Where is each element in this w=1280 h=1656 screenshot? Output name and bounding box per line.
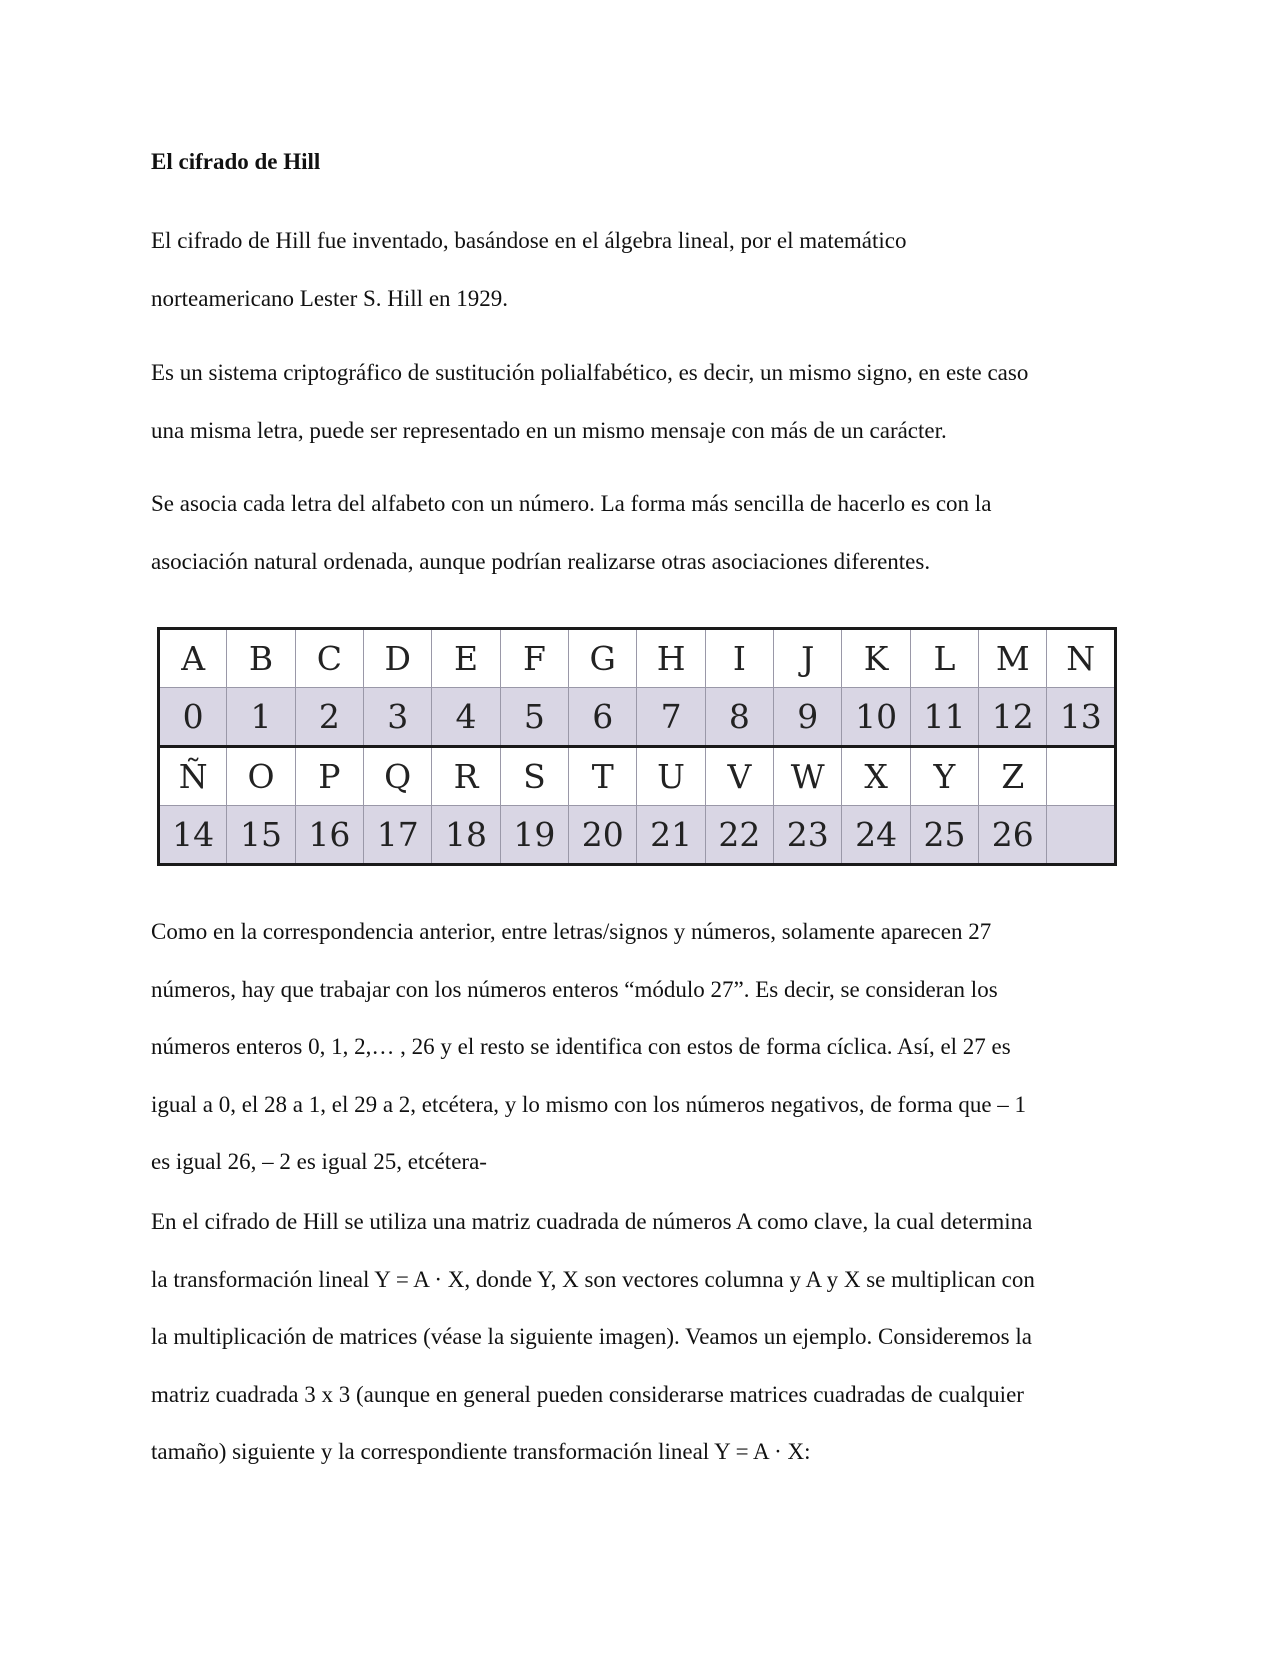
- table-cell: 25: [910, 806, 978, 865]
- table-cell-empty: [1047, 806, 1116, 865]
- table-cell: G: [569, 629, 637, 688]
- text-line: El cifrado de Hill fue inventado, basándose en el álgebra lineal, por el matemático: [151, 228, 907, 253]
- table-cell: 13: [1047, 688, 1116, 747]
- table-cell: O: [227, 747, 295, 806]
- text-line: la multiplicación de matrices (véase la siguiente imagen). Veamos un ejemplo. Consideremos la: [151, 1324, 1032, 1349]
- table-cell: V: [705, 747, 773, 806]
- table-cell: 24: [842, 806, 910, 865]
- table-cell: Ñ: [159, 747, 227, 806]
- table-cell: P: [295, 747, 363, 806]
- table-cell: 14: [159, 806, 227, 865]
- text-line: Se asocia cada letra del alfabeto con un número. La forma más sencilla de hacerlo es con la: [151, 491, 992, 516]
- table-cell: W: [774, 747, 842, 806]
- text-line: Como en la correspondencia anterior, entre letras/signos y números, solamente aparecen 27: [151, 919, 992, 944]
- table-cell: Y: [910, 747, 978, 806]
- text-line: En el cifrado de Hill se utiliza una matriz cuadrada de números A como clave, la cual determina: [151, 1209, 1033, 1234]
- table-cell: D: [364, 629, 432, 688]
- paragraph-matrix: [151, 1193, 1141, 1481]
- text-line: asociación natural ordenada, aunque podrían realizarse otras asociaciones diferentes.: [151, 548, 931, 574]
- table-cell: 18: [432, 806, 500, 865]
- table-row-letters-1: [159, 629, 1116, 688]
- table-cell: 11: [910, 688, 978, 747]
- table-cell: S: [500, 747, 568, 806]
- text-line: tamaño) siguiente y la correspondiente transformación lineal Y = A · X:: [151, 1439, 811, 1464]
- table-cell: 21: [637, 806, 705, 865]
- table-cell: X: [842, 747, 910, 806]
- text-line: la transformación lineal Y = A · X, donde Y, X son vectores columna y A y X se multiplican con: [151, 1266, 1035, 1292]
- table-cell: 4: [432, 688, 500, 747]
- table-cell: 0: [159, 688, 227, 747]
- table-cell: 20: [569, 806, 637, 865]
- table-cell: 16: [295, 806, 363, 865]
- paragraph-modulo: [151, 903, 1141, 1191]
- page-title: El cifrado de Hill: [151, 149, 321, 174]
- table-cell: 23: [774, 806, 842, 865]
- table-cell: N: [1047, 629, 1116, 688]
- table-cell: U: [637, 747, 705, 806]
- table-cell: 15: [227, 806, 295, 865]
- table-row-letters-2: [159, 747, 1116, 806]
- table-cell: 1: [227, 688, 295, 747]
- table-cell: 12: [979, 688, 1047, 747]
- table-cell: E: [432, 629, 500, 688]
- table-cell: 2: [295, 688, 363, 747]
- table-cell: R: [432, 747, 500, 806]
- table-cell: Z: [979, 747, 1047, 806]
- text-line: norteamericano Lester S. Hill en 1929.: [151, 285, 509, 311]
- table-cell: I: [705, 629, 773, 688]
- table-row-numbers-2: [159, 806, 1116, 865]
- table-cell: 7: [637, 688, 705, 747]
- table-cell: 19: [500, 806, 568, 865]
- text-line: matriz cuadrada 3 x 3 (aunque en general pueden considerarse matrices cuadradas de cualquier: [151, 1381, 1024, 1407]
- table-cell: 5: [500, 688, 568, 747]
- table-cell-empty: [1047, 747, 1116, 806]
- table-cell: B: [227, 629, 295, 688]
- paragraph-intro: [151, 212, 1141, 327]
- table-cell: F: [500, 629, 568, 688]
- text-line: números, hay que trabajar con los números enteros “módulo 27”. Es decir, se consideran los: [151, 976, 998, 1002]
- table-cell: M: [979, 629, 1047, 688]
- table-cell: 8: [705, 688, 773, 747]
- text-line: igual a 0, el 28 a 1, el 29 a 2, etcétera, y lo mismo con los números negativos, de forma que – 1: [151, 1091, 1027, 1117]
- table-cell: H: [637, 629, 705, 688]
- paragraph-association: [151, 475, 1141, 590]
- table-cell: L: [910, 629, 978, 688]
- alphabet-number-table: [157, 627, 1117, 866]
- text-line: Es un sistema criptográfico de sustitución polialfabético, es decir, un mismo signo, en este caso: [151, 360, 1029, 385]
- table-cell: 6: [569, 688, 637, 747]
- table-cell: C: [295, 629, 363, 688]
- paragraph-system: [151, 344, 1141, 459]
- table-cell: Q: [364, 747, 432, 806]
- table-cell: 10: [842, 688, 910, 747]
- text-line: una misma letra, puede ser representado en un mismo mensaje con más de un carácter.: [151, 417, 947, 443]
- table-cell: 22: [705, 806, 773, 865]
- table-cell: K: [842, 629, 910, 688]
- table-cell: 26: [979, 806, 1047, 865]
- text-line: números enteros 0, 1, 2,… , 26 y el resto se identifica con estos de forma cíclica. Así, el 27 es: [151, 1034, 1011, 1059]
- table-cell: A: [159, 629, 227, 688]
- table-cell: 3: [364, 688, 432, 747]
- table-cell: 9: [774, 688, 842, 747]
- table-cell: J: [774, 629, 842, 688]
- table-cell: T: [569, 747, 637, 806]
- table-row-numbers-1: [159, 688, 1116, 747]
- text-line: es igual 26, – 2 es igual 25, etcétera-: [151, 1149, 487, 1174]
- table-cell: 17: [364, 806, 432, 865]
